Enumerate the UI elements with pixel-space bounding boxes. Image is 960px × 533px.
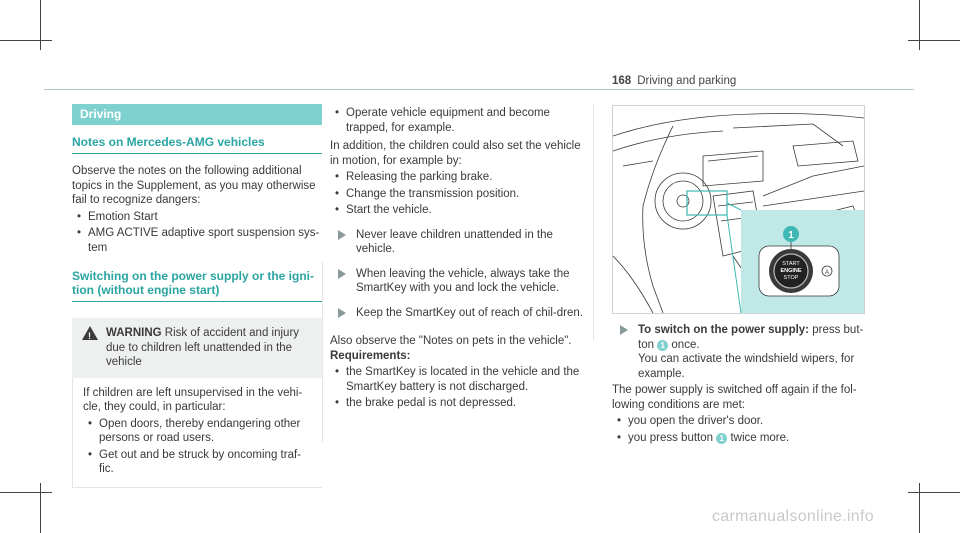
warning-title: Risk of accident and injury due to children left unattended in the vehicle <box>106 327 300 368</box>
requirements-list <box>330 365 590 411</box>
heading-rule <box>72 153 322 154</box>
warning-box <box>72 318 322 378</box>
list-item: • Change the transmission position. <box>330 187 590 202</box>
notes-list <box>72 210 322 256</box>
switch-on-pre: press but-ton <box>638 324 864 351</box>
button-label-engine: ENGINE <box>780 268 802 274</box>
column-divider <box>593 104 594 340</box>
column-divider <box>322 262 323 442</box>
list-item: • Emotion Start <box>72 210 322 225</box>
notes-heading: Notes on Mercedes-AMG vehicles <box>72 135 265 149</box>
warning-triangle-icon <box>82 326 98 340</box>
instruction-step <box>330 228 590 257</box>
arrow-icon <box>338 230 346 240</box>
middle-column <box>330 104 590 413</box>
off-text: The power supply is switched off again if the fol-lowing conditions are met: <box>612 384 857 411</box>
section-title: Driving and parking <box>637 75 737 87</box>
also-text: Also observe the "Notes on pets in the vehicle". <box>330 335 572 347</box>
instruction-step <box>612 323 874 381</box>
step-text: Keep the SmartKey out of reach of chil-dren. <box>356 306 583 319</box>
off-conditions-list <box>612 414 874 445</box>
callout-ref: 1 <box>657 340 668 351</box>
instruction-step <box>330 306 590 321</box>
section-bar: Driving <box>72 104 322 125</box>
list-item: • Open doors, thereby endangering other persons or road users. <box>83 417 312 446</box>
instruction-step <box>330 267 590 296</box>
warning-text: If children are left unsupervised in the vehi-cle, they could, in particular: <box>83 386 303 413</box>
list-item: • AMG ACTIVE adaptive sport suspension sys-tem <box>72 226 322 255</box>
list-item: • Operate vehicle equipment and become trapped, for example. <box>330 106 590 135</box>
requirements-label: Requirements: <box>330 349 411 362</box>
dashboard-illustration <box>612 105 865 314</box>
crop-mark <box>919 0 920 50</box>
warning-list <box>83 417 312 477</box>
arrow-icon <box>620 325 628 335</box>
heading-rule <box>72 301 322 302</box>
switch-on-post: once. <box>671 338 700 351</box>
switch-on-label: To switch on the power supply: <box>638 324 810 336</box>
crop-mark <box>0 492 52 493</box>
crop-mark <box>40 483 41 533</box>
addition-text: In addition, the children could also set the vehicle in motion, for example by: <box>330 140 581 167</box>
arrow-icon <box>338 308 346 318</box>
callout-number: 1 <box>788 230 794 241</box>
switching-heading: Switching on the power supply or the igni-tion (without engine start) <box>72 269 314 297</box>
callout-ref: 1 <box>716 433 727 444</box>
list-item: • the SmartKey is located in the vehicle and the SmartKey battery is not discharged. <box>330 365 590 394</box>
watermark: carmanualsonline.info <box>712 508 874 525</box>
warning-body <box>72 378 322 488</box>
header-rule <box>44 89 914 90</box>
wiper-text: You can activate the windshield wipers, for example. <box>638 353 855 380</box>
crop-mark <box>40 0 41 50</box>
right-column <box>612 323 874 447</box>
off-item-post: twice more. <box>730 431 790 444</box>
step-text: When leaving the vehicle, always take the SmartKey with you and lock the vehicle. <box>356 267 570 294</box>
list-item <box>612 431 874 446</box>
crop-mark <box>908 40 960 41</box>
list-item: • Get out and be struck by oncoming traf-fic. <box>83 448 312 477</box>
warning-list-cont <box>330 106 590 135</box>
crop-mark <box>0 40 52 41</box>
list-item: • Start the vehicle. <box>330 203 590 218</box>
notes-text: Observe the notes on the following additional topics in the Supplement, as you may otherwise fail to recognize dangers: <box>72 165 316 206</box>
list-item: • Releasing the parking brake. <box>330 170 590 185</box>
left-column <box>72 104 322 488</box>
addition-list <box>330 170 590 218</box>
crop-mark <box>919 483 920 533</box>
arrow-icon <box>338 269 346 279</box>
dashboard-drawing <box>613 106 864 313</box>
step-text: Never leave children unattended in the vehicle. <box>356 228 553 255</box>
list-item: • you open the driver's door. <box>612 414 874 429</box>
page-number: 168 <box>612 75 632 87</box>
page-header <box>612 74 736 89</box>
crop-mark <box>908 492 960 493</box>
button-label-stop: STOP <box>783 275 799 281</box>
button-label-start: START <box>782 261 800 267</box>
list-item: • the brake pedal is not depressed. <box>330 396 590 411</box>
eco-symbol: A <box>824 270 830 276</box>
off-item-pre: you press button <box>628 431 714 444</box>
warning-label: WARNING <box>106 327 162 339</box>
